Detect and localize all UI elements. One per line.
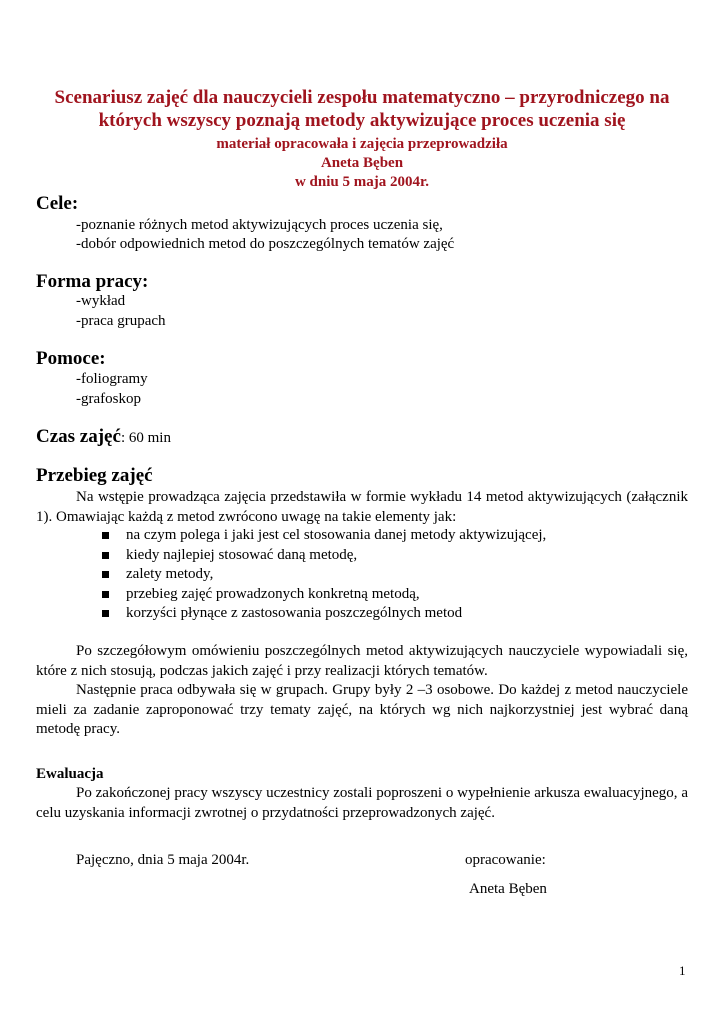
author-name: Aneta Bęben xyxy=(320,155,404,171)
place-date: Pajęczno, dnia 5 maja 2004r. xyxy=(76,852,250,868)
cele-item-1: -poznanie różnych metod aktywizujących proces uczenia się, xyxy=(76,217,443,233)
pomoce-heading: Pomoce: xyxy=(36,348,106,369)
czas-value: : 60 min xyxy=(120,430,171,446)
przebieg-intro xyxy=(36,488,688,527)
czas-row xyxy=(36,426,171,449)
square-bullet-icon xyxy=(102,571,109,578)
list-item: na czym polega i jaki jest cel stosowania danej metody aktywizującej, xyxy=(102,526,546,546)
przebieg-intro-text: Na wstępie prowadząca zajęcia przedstawiła w formie wykładu 14 metod aktywizujących (załącznik 1). Omawiając każdą z metod zwrócono uwagę na takie elementy jak: xyxy=(36,489,688,525)
page-number: 1 xyxy=(679,963,686,978)
przebieg-paragraphs xyxy=(36,642,688,740)
ewaluacja-body xyxy=(36,784,688,823)
square-bullet-icon xyxy=(102,552,109,559)
list-item: kiedy najlepiej stosować daną metodę, xyxy=(102,546,546,566)
date-line: w dniu 5 maja 2004r. xyxy=(294,174,430,190)
title-line-2: których wszyscy poznają metody aktywizujące proces uczenia się xyxy=(98,110,626,131)
prepared-label: opracowanie: xyxy=(465,852,546,868)
ewaluacja-text: Po zakończonej pracy wszyscy uczestnicy zostali poproszeni o wypełnienie arkusza ewaluacyjnego, a celu uzyskania informacji zwrotnej o przydatności przeprowadzonych zajęć. xyxy=(36,785,688,821)
cele-item-2: -dobór odpowiednich metod do poszczególnych tematów zajęć xyxy=(76,236,455,252)
ewaluacja-heading: Ewaluacja xyxy=(36,766,104,782)
list-item: zalety metody, xyxy=(102,565,546,585)
czas-heading: Czas zajęć xyxy=(36,426,121,447)
square-bullet-icon xyxy=(102,591,109,598)
forma-item-2: -praca grupach xyxy=(76,313,166,329)
przebieg-heading: Przebieg zajęć xyxy=(36,465,153,486)
square-bullet-icon xyxy=(102,610,109,617)
prepared-name: Aneta Bęben xyxy=(469,881,547,897)
prepared-line: materiał opracowała i zajęcia przeprowadziła xyxy=(216,136,508,152)
forma-heading: Forma pracy: xyxy=(36,271,149,292)
pomoce-item-1: -foliogramy xyxy=(76,371,148,387)
cele-heading: Cele: xyxy=(36,193,79,214)
przebieg-bullet-list xyxy=(102,526,546,624)
przebieg-paragraph-3: Następnie praca odbywała się w grupach. Grupy były 2 –3 osobowe. Do każdej z metod nauczyciele mieli za zadanie zaproponować trzy tematy zajęć, na których wg nich najkorzystniej jest wybrać daną metodę pracy. xyxy=(36,682,688,737)
title-line-1: Scenariusz zajęć dla nauczycieli zespołu matematyczno – przyrodniczego na xyxy=(54,87,670,108)
forma-item-1: -wykład xyxy=(76,293,126,309)
przebieg-paragraph-2: Po szczegółowym omówieniu poszczególnych metod aktywizujących nauczyciele wypowiadali się, które z nich stosują, podczas jakich zajęć i przy realizacji których tematów. xyxy=(36,643,688,679)
list-item: przebieg zajęć prowadzonych konkretną metodą, xyxy=(102,585,546,605)
list-item: korzyści płynące z zastosowania poszczególnych metod xyxy=(102,604,546,624)
pomoce-item-2: -grafoskop xyxy=(76,391,141,407)
square-bullet-icon xyxy=(102,532,109,539)
